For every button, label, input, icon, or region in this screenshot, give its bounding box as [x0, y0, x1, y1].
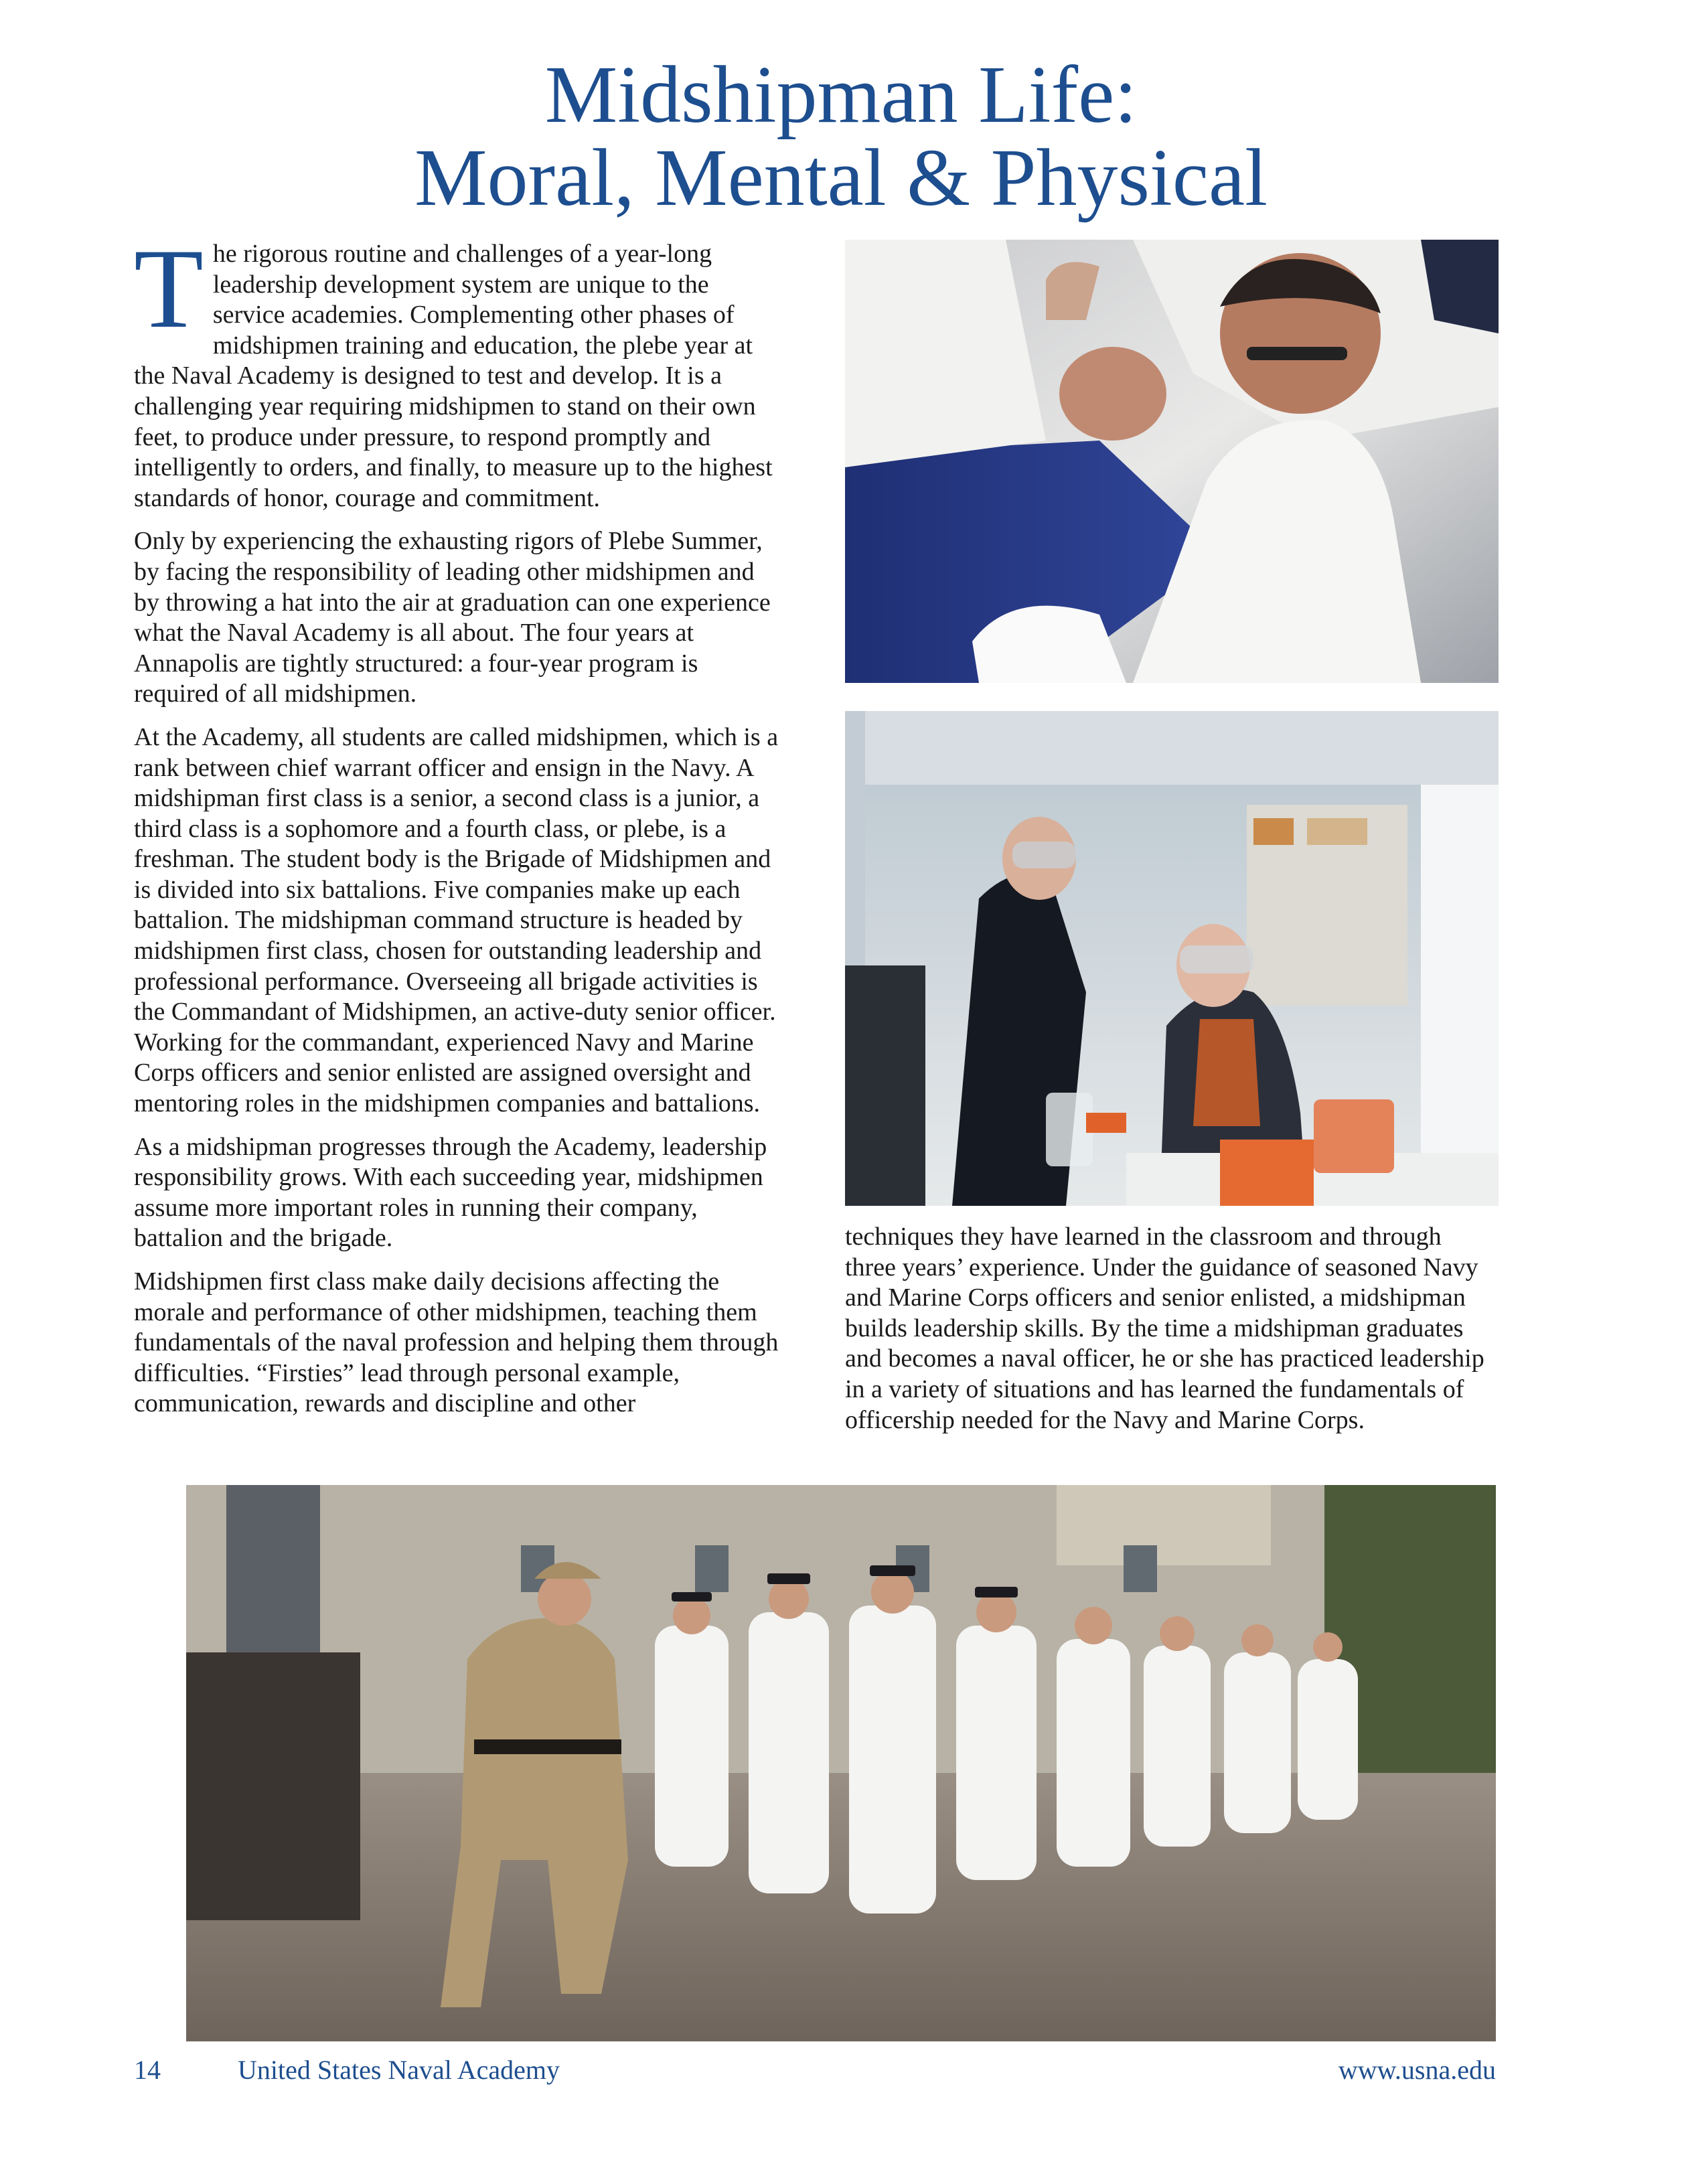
footer-url[interactable]: www.usna.edu — [1338, 2055, 1496, 2085]
paragraph-2: Only by experiencing the exhausting rigors of Plebe Summer, by facing the responsibility of leading other midshipmen and by throwing a hat into the air at graduation can one experience what the Naval Academy is all about. The four years at Annapolis are tightly structured: a four-year program is required of all midshipmen. — [134, 527, 771, 708]
paragraph-1-text: he rigorous routine and challenges of a year-long leadership development system are unique to the service academies. Complementing other phases of midshipmen training and education, the plebe year at the Naval Academy is designed to test and develop. It is a challenging year requiring midshipmen to stand on their own feet, to produce under pressure, to respond promptly and intelligently to orders, and finally, to measure up to the highest standards of honor, courage and commitment. — [134, 240, 773, 512]
drop-cap: T — [134, 226, 204, 352]
page-number: 14 — [134, 2055, 161, 2085]
paragraph-3: At the Academy, all students are called midshipmen, which is a rank between chief warrant officer and ensign in the Navy. A midshipman first class is a senior, a second class is a junior, a third class is a sophomore and a fourth class, or plebe, is a freshman. The student body is the Brigade of Midshipmen and is divided into six battalions. Five companies make up each battalion. The midshipman command structure is headed by midshipmen first class, chosen for outstanding leadership and professional performance. Overseeing all brigade activities is the Commandant of Midshipmen, an active-duty senior officer. Working for the commandant, experienced Navy and Marine Corps officers and senior enlisted are assigned oversight and mentoring roles in the midshipmen companies and battalions. — [134, 722, 779, 1118]
footer-organization: United States Naval Academy — [238, 2055, 560, 2085]
paragraph-4: As a midshipman progresses through the Academy, leadership responsibility grows. With each succeeding year, midshipmen assume more important roles in running their company, battalion and the brigade. — [134, 1132, 767, 1253]
photo-marching-formation — [186, 1485, 1496, 2041]
article-column-right — [845, 1222, 1499, 1448]
paragraph-1 — [134, 226, 781, 514]
title-line-1: Midshipman Life: — [544, 50, 1138, 140]
photo-laboratory — [845, 711, 1499, 1206]
article-column-left — [134, 226, 781, 1432]
page-title — [0, 50, 1682, 223]
title-line-2: Moral, Mental & Physical — [414, 133, 1268, 223]
photo-midshipmen-ceremony — [845, 240, 1499, 683]
paragraph-5-continued: techniques they have learned in the classroom and through three years’ experience. Under the guidance of seasoned Navy and Marine Corps officers and senior enlisted, a midshipman builds leadership skills. By the time a midshipman graduates and becomes a naval officer, he or she has practiced leadership in a variety of situations and has learned the fundamentals of officership needed for the Navy and Marine Corps. — [845, 1223, 1484, 1434]
paragraph-5: Midshipmen first class make daily decisions affecting the morale and performance of other midshipmen, teaching them fundamentals of the naval profession and helping them through difficulties. “Firsties” lead through personal example, communication, rewards and discipline and other — [134, 1267, 779, 1418]
